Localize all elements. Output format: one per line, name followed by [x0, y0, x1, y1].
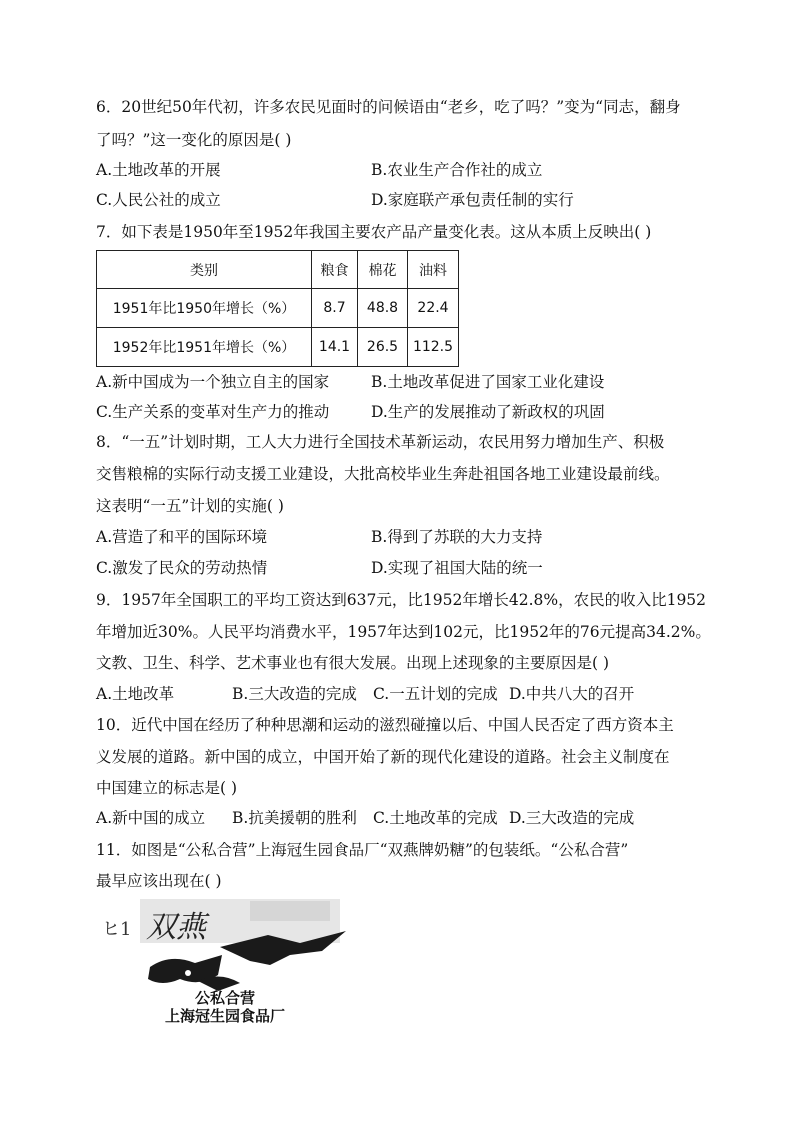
q9-stem-line1: 9．1957年全国职工的平均工资达到637元，比1952年增长42.8%，农民的收入比1952 [96, 591, 707, 609]
q7-option-a[interactable]: A.新中国成为一个独立自主的国家 [96, 373, 330, 391]
wrapper-brand-text: 双燕 [146, 910, 206, 945]
q8-stem-line2: 交售粮棉的实际行动支援工业建设，大批高校毕业生奔赴祖国各地工业建设最前线。 [96, 465, 670, 483]
q9-option-a[interactable]: A.土地改革 [96, 685, 175, 703]
q9-stem-line2: 年增加近30%。人民平均消费水平，1957年达到102元，比1952年的76元提高34.2%。 [96, 623, 711, 641]
candy-wrapper-image [100, 895, 350, 1025]
table-row [97, 328, 459, 367]
q11-stem-line2: 最早应该出现在( ) [96, 872, 222, 890]
q10-option-d[interactable]: D.三大改造的完成 [509, 809, 635, 827]
q8-option-c[interactable]: C.激发了民众的劳动热情 [96, 559, 268, 577]
table-header-cell: 油料 [408, 251, 459, 289]
table-header-cell: 棉花 [358, 251, 408, 289]
q7-option-b[interactable]: B.土地改革促进了国家工业化建设 [371, 373, 605, 391]
table-header-cell: 粮食 [312, 251, 358, 289]
q10-option-a[interactable]: A.新中国的成立 [96, 809, 206, 827]
q9-option-c[interactable]: C.一五计划的完成 [373, 685, 498, 703]
table-header-row [97, 251, 459, 289]
q6-option-c[interactable]: C.人民公社的成立 [96, 191, 221, 209]
table-cell: 26.5 [358, 328, 408, 367]
table-cell: 1952年比1951年增长（%） [97, 328, 312, 367]
q10-option-c[interactable]: C.土地改革的完成 [373, 809, 498, 827]
table-cell: 48.8 [358, 289, 408, 328]
q6-option-b[interactable]: B.农业生产合作社的成立 [371, 161, 543, 179]
q8-option-b[interactable]: B.得到了苏联的大力支持 [371, 528, 543, 546]
q8-stem-line1: 8．“一五”计划时期，工人大力进行全国技术革新运动，农民用努力增加生产、积极 [96, 433, 665, 451]
q7-option-c[interactable]: C.生产关系的变革对生产力的推动 [96, 403, 330, 421]
q6-option-a[interactable]: A.土地改革的开展 [96, 161, 221, 179]
wrapper-caption-factory: 上海冠生园食品厂 [164, 1007, 286, 1025]
q9-stem-line3: 文教、卫生、科学、艺术事业也有很大发展。出现上述现象的主要原因是( ) [96, 654, 610, 672]
q8-option-d[interactable]: D.实现了祖国大陆的统一 [371, 559, 543, 577]
wrapper-mark: ヒ1 [102, 919, 132, 940]
q10-option-b[interactable]: B.抗美援朝的胜利 [232, 809, 357, 827]
table-header-cell: 类别 [97, 251, 312, 289]
production-table [96, 250, 459, 367]
table-cell: 1951年比1950年增长（%） [97, 289, 312, 328]
q10-stem-line2: 义发展的道路。新中国的成立，中国开始了新的现代化建设的道路。社会主义制度在 [96, 748, 670, 766]
bird-eye [185, 970, 191, 976]
wrapper-background [250, 901, 330, 921]
q9-option-b[interactable]: B.三大改造的完成 [232, 685, 357, 703]
q10-stem-line3: 中国建立的标志是( ) [96, 779, 238, 797]
table-cell: 22.4 [408, 289, 459, 328]
q8-option-a[interactable]: A.营造了和平的国际环境 [96, 528, 268, 546]
q9-option-d[interactable]: D.中共八大的召开 [509, 685, 635, 703]
q8-stem-line3: 这表明“一五”计划的实施( ) [96, 497, 284, 515]
table-row [97, 289, 459, 328]
candy-wrapper-graphic [100, 895, 350, 1025]
q11-stem-line1: 11．如图是“公私合营”上海冠生园食品厂“双燕牌奶糖”的包装纸。“公私合营” [96, 841, 629, 859]
table-cell: 112.5 [408, 328, 459, 367]
q6-stem-line1: 6．20世纪50年代初，许多农民见面时的问候语由“老乡，吃了吗？”变为“同志，翻身 [96, 98, 681, 116]
wrapper-caption-joint: 公私合营 [194, 989, 256, 1007]
q7-stem-line1: 7．如下表是1950年至1952年我国主要农产品产量变化表。这从本质上反映出( ) [96, 223, 652, 241]
q10-stem-line1: 10．近代中国在经历了种种思潮和运动的滋烈碰撞以后、中国人民否定了西方资本主 [96, 716, 674, 734]
table-cell: 14.1 [312, 328, 358, 367]
q6-stem-line2: 了吗？”这一变化的原因是( ) [96, 131, 292, 149]
q7-option-d[interactable]: D.生产的发展推动了新政权的巩固 [371, 403, 605, 421]
q6-option-d[interactable]: D.家庭联产承包责任制的实行 [371, 191, 574, 209]
table-cell: 8.7 [312, 289, 358, 328]
